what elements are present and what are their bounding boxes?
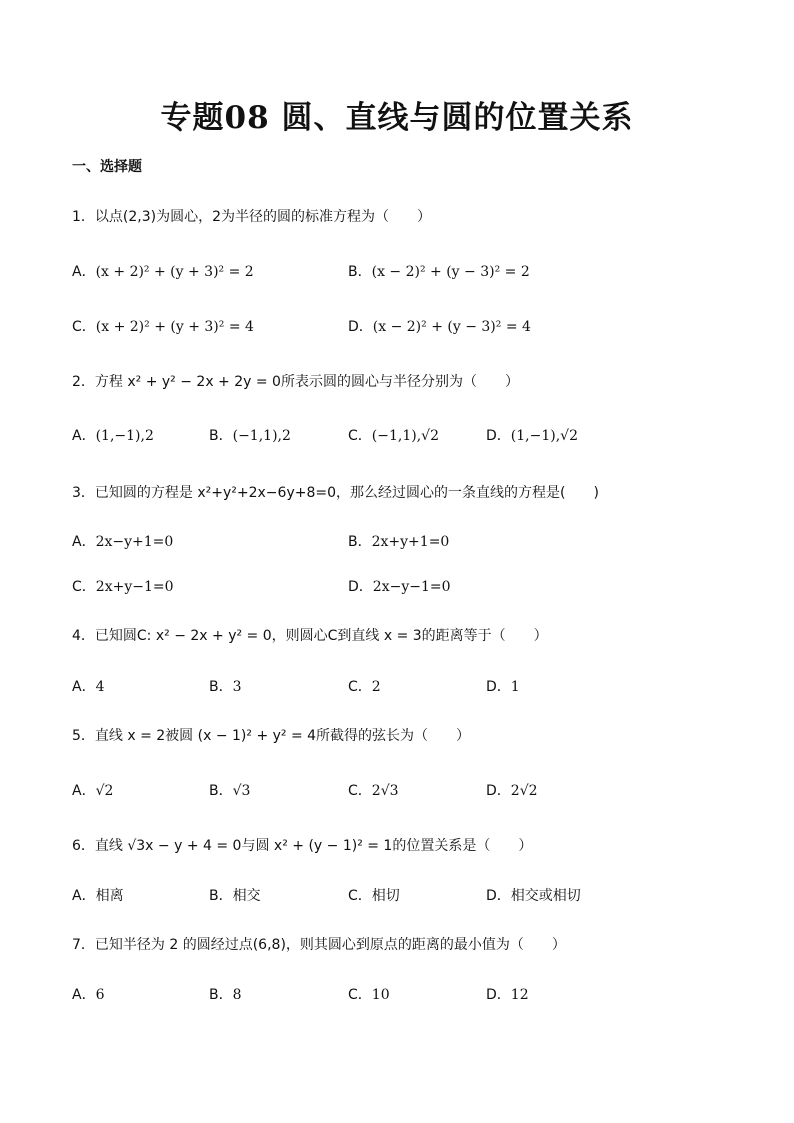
question-4-option-c[interactable]: C．2 [348,679,381,695]
question-6-option-d[interactable]: D．相交或相切 [486,888,581,904]
question-5-stem: 5．直线 x = 2被圆 (x − 1)² + y² = 4所截得的弦长为（ ） [72,728,471,744]
question-5-option-c[interactable]: C．2√3 [348,783,399,799]
question-5-option-a[interactable]: A．√2 [72,783,114,799]
question-4-stem: 4．已知圆C: x² − 2x + y² = 0，则圆心C到直线 x = 3的距离等于（ ） [72,628,548,644]
question-1-option-c[interactable]: C．(x + 2)² + (y + 3)² = 4 [72,319,254,335]
page-title: 专题08 圆、直线与圆的位置关系 [160,100,634,136]
question-2-stem: 2．方程 x² + y² − 2x + 2y = 0所表示圆的圆心与半径分别为（ ） [72,374,519,390]
question-1-option-d[interactable]: D．(x − 2)² + (y − 3)² = 4 [348,319,531,335]
question-1-option-b[interactable]: B．(x − 2)² + (y − 3)² = 2 [348,264,530,280]
question-6-option-b[interactable]: B．相交 [209,888,261,904]
question-4-option-d[interactable]: D．1 [486,679,520,695]
question-2-option-a[interactable]: A．(1,−1),2 [72,428,154,444]
question-7-option-c[interactable]: C．10 [348,987,390,1003]
question-7-stem: 7．已知半径为 2 的圆经过点(6,8)，则其圆心到原点的距离的最小值为（ ） [72,937,566,953]
question-7-option-d[interactable]: D．12 [486,987,529,1003]
section-title: 一、选择题 [72,159,142,175]
question-7-option-a[interactable]: A．6 [72,987,105,1003]
question-3-option-c[interactable]: C．2x+y−1=0 [72,579,174,595]
question-4-option-a[interactable]: A．4 [72,679,105,695]
question-3-option-d[interactable]: D．2x−y−1=0 [348,579,451,595]
question-7-option-b[interactable]: B．8 [209,987,242,1003]
question-2-option-c[interactable]: C．(−1,1),√2 [348,428,439,444]
question-6-option-c[interactable]: C．相切 [348,888,400,904]
question-3-option-b[interactable]: B．2x+y+1=0 [348,534,450,550]
question-6-option-a[interactable]: A．相离 [72,888,124,904]
question-3-stem: 3．已知圆的方程是 x²+y²+2x−6y+8=0，那么经过圆心的一条直线的方程是( ) [72,485,599,501]
question-3-option-a[interactable]: A．2x−y+1=0 [72,534,174,550]
question-5-option-d[interactable]: D．2√2 [486,783,538,799]
question-2-option-d[interactable]: D．(1,−1),√2 [486,428,578,444]
question-1-stem: 1．以点(2,3)为圆心，2为半径的圆的标准方程为（ ） [72,209,432,225]
question-5-option-b[interactable]: B．√3 [209,783,251,799]
question-1-option-a[interactable]: A．(x + 2)² + (y + 3)² = 2 [72,264,254,280]
question-2-option-b[interactable]: B．(−1,1),2 [209,428,291,444]
question-4-option-b[interactable]: B．3 [209,679,242,695]
question-6-stem: 6．直线 √3x − y + 4 = 0与圆 x² + (y − 1)² = 1的位置关系是（ ） [72,838,533,854]
